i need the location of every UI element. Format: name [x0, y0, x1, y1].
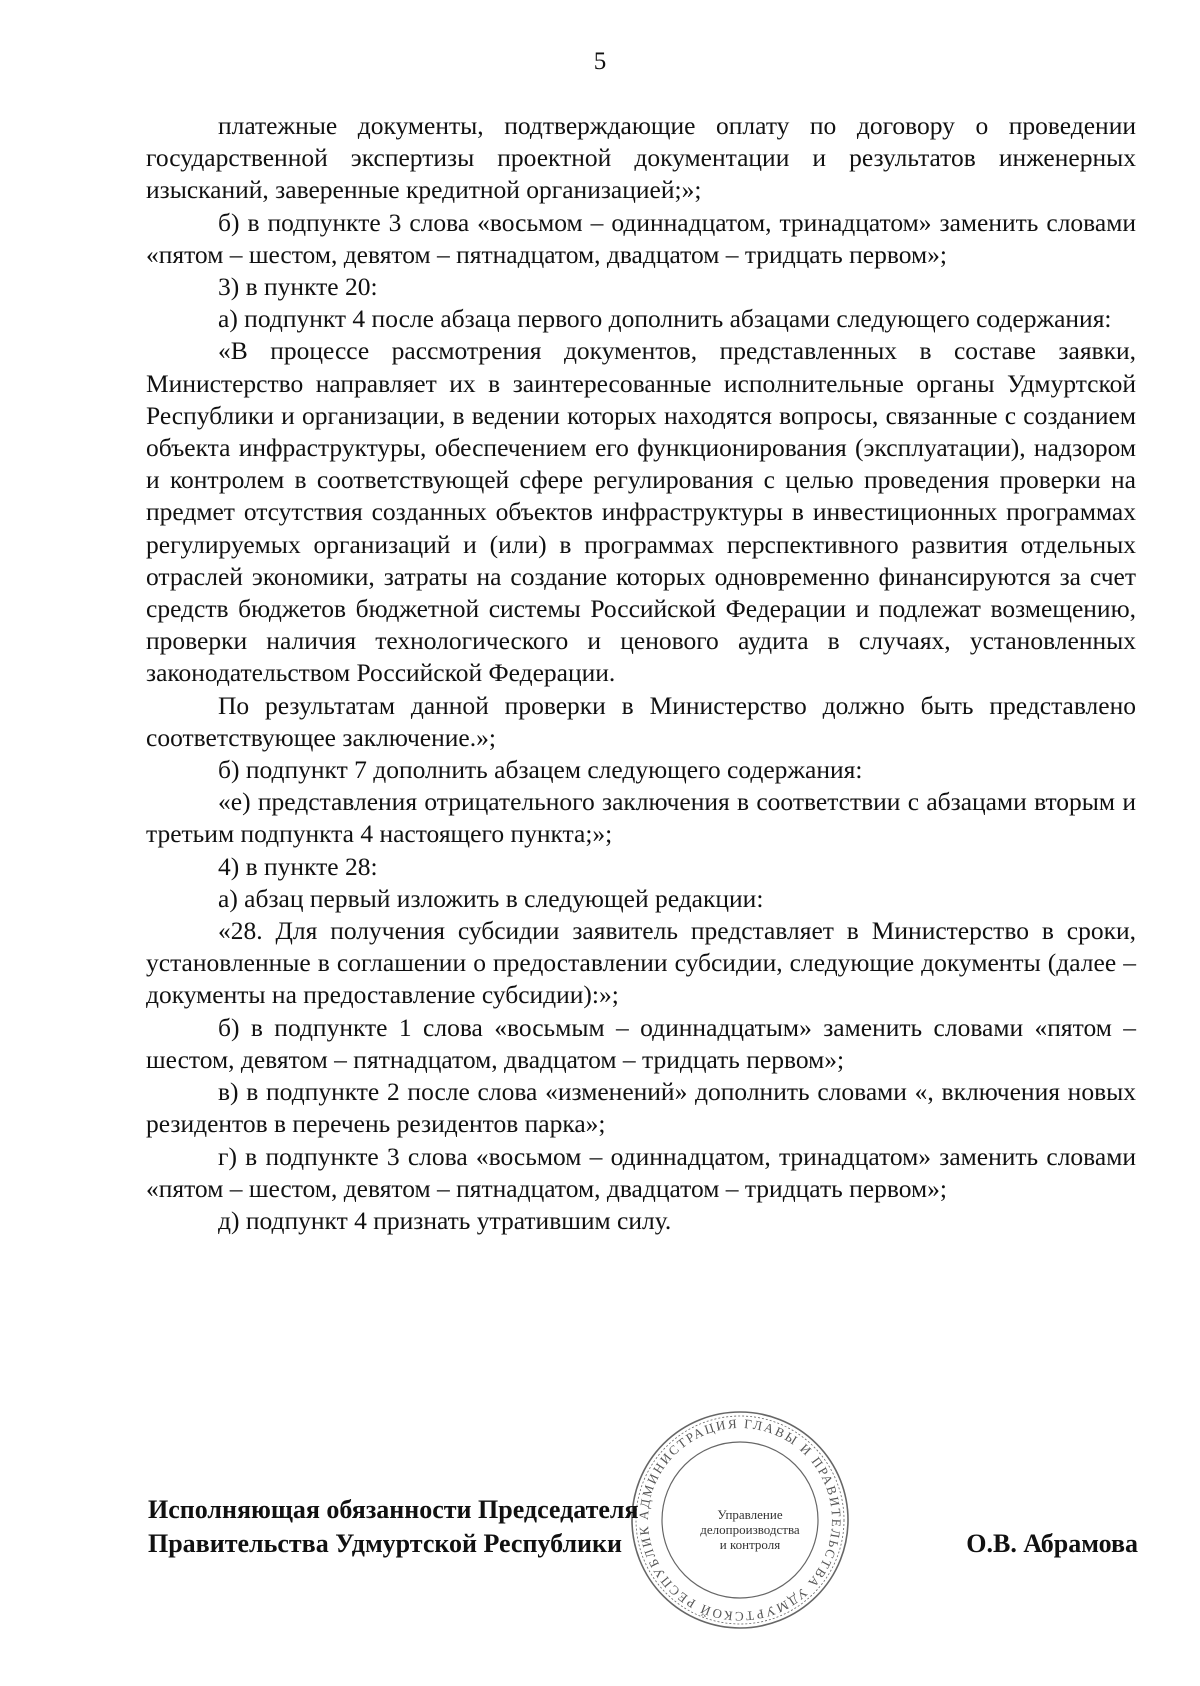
paragraph: а) подпункт 4 после абзаца первого дополнить абзацами следующего содержания: [218, 304, 1112, 334]
paragraph: 4) в пункте 28: [218, 851, 378, 881]
paragraph: б) в подпункте 3 слова «восьмом – одиннадцатом, тринадцатом» заменить словами «пятом – шестом, девятом – пятнадцатом, двадцатом – тридцать первом»; [146, 207, 1136, 269]
page-number: 5 [593, 48, 607, 75]
paragraph: д) подпункт 4 признать утратившим силу. [218, 1205, 672, 1235]
paragraph: б) подпункт 7 дополнить абзацем следующего содержания: [218, 755, 863, 785]
signatory-position-line-2: Правительства Удмуртской Республики [148, 1529, 622, 1558]
paragraph: а) абзац первый изложить в следующей редакции: [218, 883, 764, 913]
signatory-position [148, 1493, 768, 1561]
paragraph: По результатам данной проверки в Министерство должно быть представлено соответствующее заключение.»; [146, 690, 1136, 752]
paragraph: «28. Для получения субсидии заявитель представляет в Министерство в сроки, установленные в соглашении о предоставлении субсидии, следующие документы (далее – документы на предоставление субсидии):»; [146, 916, 1136, 1010]
stamp-line-1: Управление [717, 1507, 783, 1522]
document-body [146, 110, 1136, 1237]
paragraph: 3) в пункте 20: [218, 272, 378, 302]
signatory-position-line-1: Исполняющая обязанности Председателя [148, 1495, 639, 1524]
paragraph: платежные документы, подтверждающие оплату по договору о проведении государственной экспертизы проектной документации и результатов инженерных изысканий, заверенные кредитной организацией;»; [146, 111, 1136, 205]
stamp-line-3: и контроля [719, 1537, 781, 1552]
signatory-name: О.В. Абрамова [966, 1529, 1138, 1558]
paragraph: в) в подпункте 2 после слова «изменений» дополнить словами «, включения новых резидентов в перечень резидентов парка»; [146, 1077, 1136, 1139]
stamp-line-2: делопроизводства [700, 1522, 800, 1537]
paragraph: г) в подпункте 3 слова «восьмом – одиннадцатом, тринадцатом» заменить словами «пятом – шестом, девятом – пятнадцатом, двадцатом – тридцать первом»; [146, 1141, 1136, 1203]
paragraph: «е) представления отрицательного заключения в соответствии с абзацами вторым и третьим подпункта 4 настоящего пункта;»; [146, 787, 1136, 849]
stamp-ring-text: АДМИНИСТРАЦИЯ ГЛАВЫ И ПРАВИТЕЛЬСТВА УДМУРТСКОЙ РЕСПУБЛИК [635, 1415, 845, 1625]
paragraph: б) в подпункте 1 слова «восьмым – одиннадцатым» заменить словами «пятом – шестом, девятом – пятнадцатом, двадцатом – тридцать первом»; [146, 1012, 1136, 1074]
paragraph: «В процессе рассмотрения документов, представленных в составе заявки, Министерство направляет их в заинтересованные исполнительные органы Удмуртской Республики и организации, в ведении которых находятся вопросы, связанные с созданием объекта инфраструктуры, обеспечением его функционирования (эксплуатации), надзором и контролем в соответствующей сфере регулирования с целью проведения проверки на предмет отсутствия созданных объектов инфраструктуры в инвестиционных программах регулируемых организаций и (или) в программах перспективного развития отдельных отраслей экономики, затраты на создание которых одновременно финансируются за счет средств бюджетов бюджетной системы Российской Федерации и подлежат возмещению, проверки наличия технологического и ценового аудита в случаях, установленных законодательством Российской Федерации. [146, 336, 1136, 688]
